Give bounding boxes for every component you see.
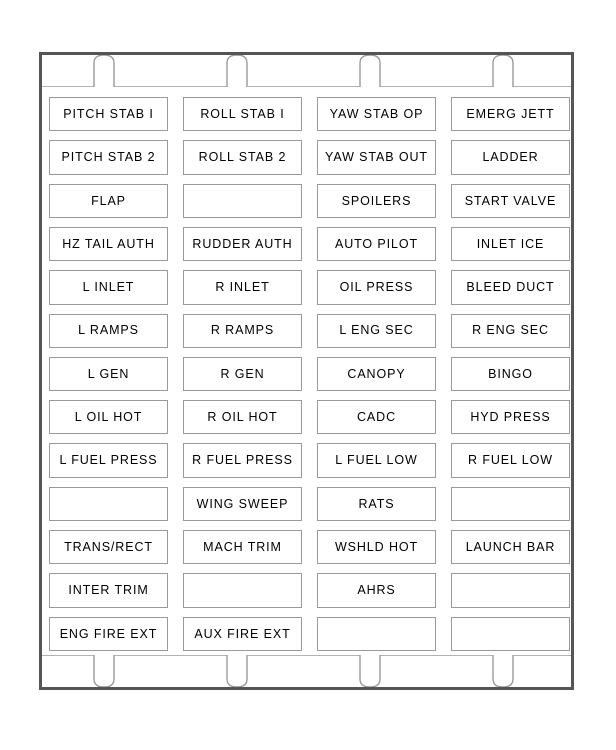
annunciator-cell[interactable] <box>317 227 436 261</box>
annunciator-label: L OIL HOT <box>74 410 143 425</box>
annunciator-cell[interactable] <box>49 97 168 131</box>
annunciator-cell[interactable] <box>49 270 168 304</box>
annunciator-label: ROLL STAB 2 <box>198 150 287 165</box>
annunciator-label: L FUEL PRESS <box>59 453 158 468</box>
annunciator-label: CADC <box>356 410 397 425</box>
annunciator-cell[interactable] <box>451 530 570 564</box>
annunciator-label: LADDER <box>482 150 539 165</box>
annunciator-label: YAW STAB OP <box>329 106 424 121</box>
annunciator-label: WSHLD HOT <box>334 539 419 554</box>
panel-chassis <box>39 52 574 690</box>
annunciator-label: ROLL STAB I <box>200 106 285 121</box>
annunciator-cell[interactable] <box>317 487 436 521</box>
annunciator-cell[interactable] <box>317 97 436 131</box>
annunciator-cell[interactable] <box>183 270 302 304</box>
annunciator-cell[interactable] <box>451 184 570 218</box>
annunciator-cell[interactable] <box>183 314 302 348</box>
annunciator-cell[interactable] <box>451 227 570 261</box>
annunciator-label: R INLET <box>215 280 270 295</box>
annunciator-cell[interactable] <box>49 443 168 477</box>
annunciator-cell[interactable] <box>49 617 168 651</box>
annunciator-label: R RAMPS <box>210 323 275 338</box>
annunciator-label: TRANS/RECT <box>64 539 153 554</box>
annunciator-cell[interactable] <box>183 487 302 521</box>
annunciator-cell[interactable] <box>183 617 302 651</box>
annunciator-cell[interactable] <box>49 227 168 261</box>
annunciator-cell-blank[interactable] <box>183 184 302 218</box>
annunciator-label: EMERG JETT <box>466 106 555 121</box>
annunciator-label: BLEED DUCT <box>466 280 555 295</box>
annunciator-cell[interactable] <box>183 140 302 174</box>
annunciator-cell[interactable] <box>451 357 570 391</box>
annunciator-cell[interactable] <box>49 140 168 174</box>
annunciator-cell[interactable] <box>49 184 168 218</box>
annunciator-label: INTER TRIM <box>68 583 149 598</box>
annunciator-label: FLAP <box>91 193 126 208</box>
annunciator-cell[interactable] <box>451 140 570 174</box>
annunciator-cell-blank[interactable] <box>451 573 570 607</box>
annunciator-label: L FUEL LOW <box>335 453 418 468</box>
annunciator-cell[interactable] <box>317 270 436 304</box>
annunciator-cell[interactable] <box>317 357 436 391</box>
annunciator-label: PITCH STAB 2 <box>61 150 156 165</box>
annunciator-label: R ENG SEC <box>472 323 549 338</box>
annunciator-cell[interactable] <box>451 270 570 304</box>
annunciator-label: RATS <box>358 496 395 511</box>
annunciator-cell[interactable] <box>451 400 570 434</box>
annunciator-label: R FUEL PRESS <box>192 453 293 468</box>
annunciator-cell[interactable] <box>317 140 436 174</box>
annunciator-cell-blank[interactable] <box>451 617 570 651</box>
annunciator-label: OIL PRESS <box>339 280 414 295</box>
annunciator-label: SPOILERS <box>341 193 412 208</box>
annunciator-cell[interactable] <box>183 443 302 477</box>
annunciator-label: L ENG SEC <box>339 323 414 338</box>
annunciator-label: R GEN <box>220 366 265 381</box>
annunciator-label: YAW STAB OUT <box>325 150 428 165</box>
annunciator-label: RUDDER AUTH <box>192 236 293 251</box>
annunciator-cell-blank[interactable] <box>451 487 570 521</box>
annunciator-cell[interactable] <box>49 357 168 391</box>
annunciator-cell[interactable] <box>317 573 436 607</box>
annunciator-label: INLET ICE <box>476 236 545 251</box>
annunciator-cell[interactable] <box>183 97 302 131</box>
annunciator-cell[interactable] <box>317 184 436 218</box>
annunciator-cell[interactable] <box>183 530 302 564</box>
annunciator-label: START VALVE <box>464 193 557 208</box>
annunciator-label: HZ TAIL AUTH <box>62 236 155 251</box>
annunciator-cell[interactable] <box>451 314 570 348</box>
annunciator-cell-blank[interactable] <box>317 617 436 651</box>
annunciator-cell[interactable] <box>49 573 168 607</box>
annunciator-label: R FUEL LOW <box>468 453 553 468</box>
annunciator-label: MACH TRIM <box>203 539 282 554</box>
annunciator-label: L GEN <box>87 366 130 381</box>
annunciator-cell[interactable] <box>451 97 570 131</box>
annunciator-cell[interactable] <box>49 400 168 434</box>
annunciator-label: AHRS <box>357 583 396 598</box>
annunciator-label: R OIL HOT <box>207 410 278 425</box>
annunciator-label: WING SWEEP <box>196 496 289 511</box>
annunciator-label: BINGO <box>488 366 533 381</box>
annunciator-cell[interactable] <box>183 227 302 261</box>
annunciator-cell[interactable] <box>317 443 436 477</box>
annunciator-cell[interactable] <box>49 530 168 564</box>
annunciator-cell[interactable] <box>49 314 168 348</box>
annunciator-cell-blank[interactable] <box>49 487 168 521</box>
annunciator-grid <box>42 55 577 693</box>
annunciator-label: L RAMPS <box>78 323 139 338</box>
annunciator-cell[interactable] <box>183 400 302 434</box>
annunciator-label: PITCH STAB I <box>63 106 154 121</box>
annunciator-label: L INLET <box>82 280 135 295</box>
annunciator-cell[interactable] <box>317 400 436 434</box>
annunciator-label: CANOPY <box>347 366 406 381</box>
annunciator-cell[interactable] <box>451 443 570 477</box>
annunciator-cell-blank[interactable] <box>183 573 302 607</box>
annunciator-cell[interactable] <box>317 314 436 348</box>
annunciator-cell[interactable] <box>317 530 436 564</box>
annunciator-cell[interactable] <box>183 357 302 391</box>
annunciator-label: LAUNCH BAR <box>465 539 556 554</box>
annunciator-label: HYD PRESS <box>470 410 551 425</box>
annunciator-label: AUTO PILOT <box>334 236 419 251</box>
annunciator-label: ENG FIRE EXT <box>59 626 158 641</box>
annunciator-label: AUX FIRE EXT <box>194 626 291 641</box>
